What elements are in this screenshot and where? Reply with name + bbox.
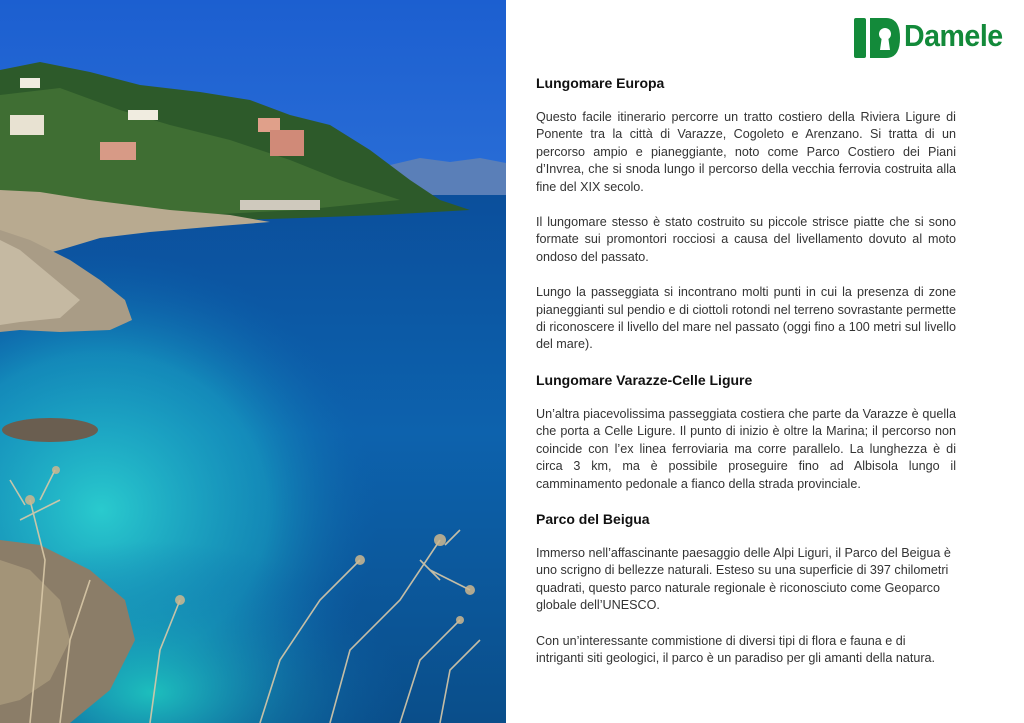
paragraph: Il lungomare stesso è stato costruito su piccole strisce piatte che si sono formate sui promontori rocciosi a causa del livellamento dovuto al moto ondoso del passato.: [536, 215, 956, 264]
article-content: [536, 75, 956, 685]
brand-logo: [852, 14, 1011, 62]
section-title: Parco del Beigua: [536, 510, 650, 527]
brand-name: Damele: [904, 18, 1003, 53]
section-lungomare-europa: [536, 75, 956, 354]
paragraph: Questo facile itinerario percorre un tratto costiero della Riviera Ligure di Ponente tra la città di Varazze, Cogoleto e Arenzano. Si tratta di un percorso ampio e pianeggiante, noto come Parco Costiero dei Piani d’Invrea, che si snoda lungo il percorso della vecchia ferrovia costruita alla fine del XIX secolo.: [536, 110, 956, 194]
section-title: Lungomare Europa: [536, 75, 665, 91]
section-lungomare-varazze-celle: [536, 372, 956, 493]
coastal-photo: [0, 0, 506, 723]
paragraph: Con un’interessante commistione di diversi tipi di flora e fauna e di intriganti siti geologici, il parco è un paradiso per gli amanti della natura.: [536, 633, 936, 665]
paragraph: Un’altra piacevolissima passeggiata costiera che parte da Varazze è quella che porta a Celle Ligure. Il punto di inizio è oltre la Marina; il percorso non coincide con l’ex linea ferroviaria ma corre parallelo. La lunghezza è di circa 3 km, ma è possibile proseguire fino ad Albisola lungo il camminamento pedonale a fianco della strada provinciale.: [536, 406, 956, 491]
section-parco-del-beigua: [536, 511, 956, 667]
paragraph: Immerso nell’affascinante paesaggio delle Alpi Liguri, il Parco del Beigua è uno scrigno di bellezze naturali. Esteso su una superficie di 397 chilometri quadrati, questo parco naturale regionale è riconosciuto come Geoparco globale dell’UNESCO.: [536, 545, 951, 613]
paragraph: Lungo la passeggiata si incontrano molti punti in cui la presenza di zone pianeggianti sul pendio e di ciottoli rotondi nel terreno sovrastante permette di riconoscere il livello del mare nel passato (oggi fino a 100 metri sul livello del mare).: [536, 285, 956, 352]
keyhole-logo-icon: [852, 14, 902, 62]
section-title: Lungomare Varazze-Celle Ligure: [536, 371, 753, 388]
